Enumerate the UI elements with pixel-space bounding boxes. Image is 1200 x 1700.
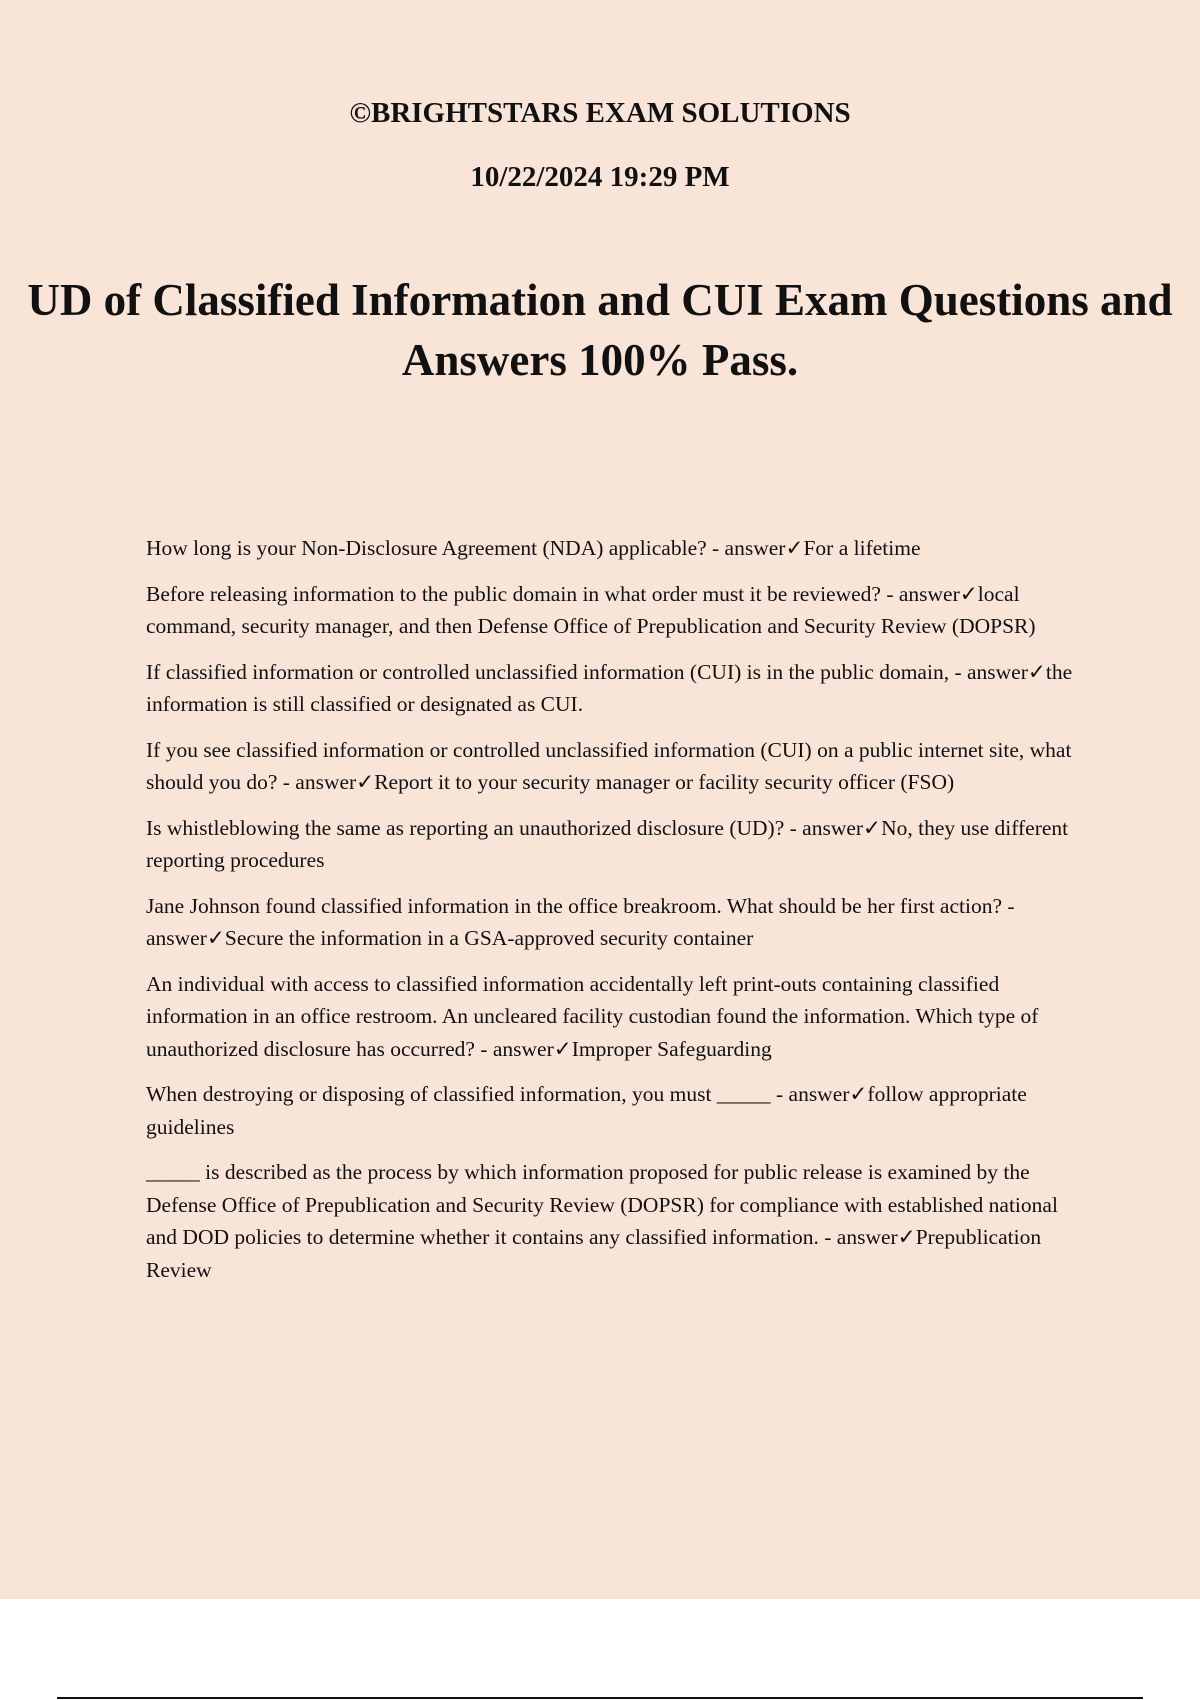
qa-item: How long is your Non-Disclosure Agreement (NDA) applicable? - answer✓For a lifetime [146, 536, 921, 560]
qa-item: If you see classified information or controlled unclassified information (CUI) on a public internet site, what should you do? - answer✓Report it to your security manager or facility security officer (FSO) [146, 737, 1072, 794]
page-divider [57, 1697, 1143, 1699]
qa-item: Before releasing information to the public domain in what order must it be reviewed? - answer✓local command, security manager, and then Defense Office of Prepublication and Security Review (DOPSR) [146, 581, 1036, 638]
qa-item: When destroying or disposing of classified information, you must _____ - answer✓follow appropriate guidelines [146, 1082, 1027, 1139]
qa-item: _____ is described as the process by which information proposed for public release is examined by the Defense Office of Prepublication and Security Review (DOPSR) for compliance with established national and DOD policies to determine whether it contains any classified information. - answer✓Prepublication Review [146, 1160, 1058, 1282]
datetime-header: 10/22/2024 19:29 PM [470, 161, 730, 193]
qa-item: An individual with access to classified information accidentally left print-outs containing classified information in an office restroom. An uncleared facility custodian found the information. Which type of unauthorized disclosure has occurred? - answer✓Improper Safeguarding [146, 971, 1039, 1061]
qa-item: Is whistleblowing the same as reporting an unauthorized disclosure (UD)? - answer✓No, they use different reporting procedures [146, 815, 1069, 872]
qa-item: Jane Johnson found classified information in the office breakroom. What should be her first action? - answer✓Secure the information in a GSA-approved security container [146, 893, 1015, 950]
copyright-header: ©BRIGHTSTARS EXAM SOLUTIONS [349, 97, 851, 129]
document-title: UD of Classified Information and CUI Exam Questions and Answers 100% Pass. [27, 275, 1173, 385]
qa-item: If classified information or controlled unclassified information (CUI) is in the public domain, - answer✓the information is still classified or designated as CUI. [146, 659, 1073, 716]
qa-list [146, 532, 1091, 1299]
